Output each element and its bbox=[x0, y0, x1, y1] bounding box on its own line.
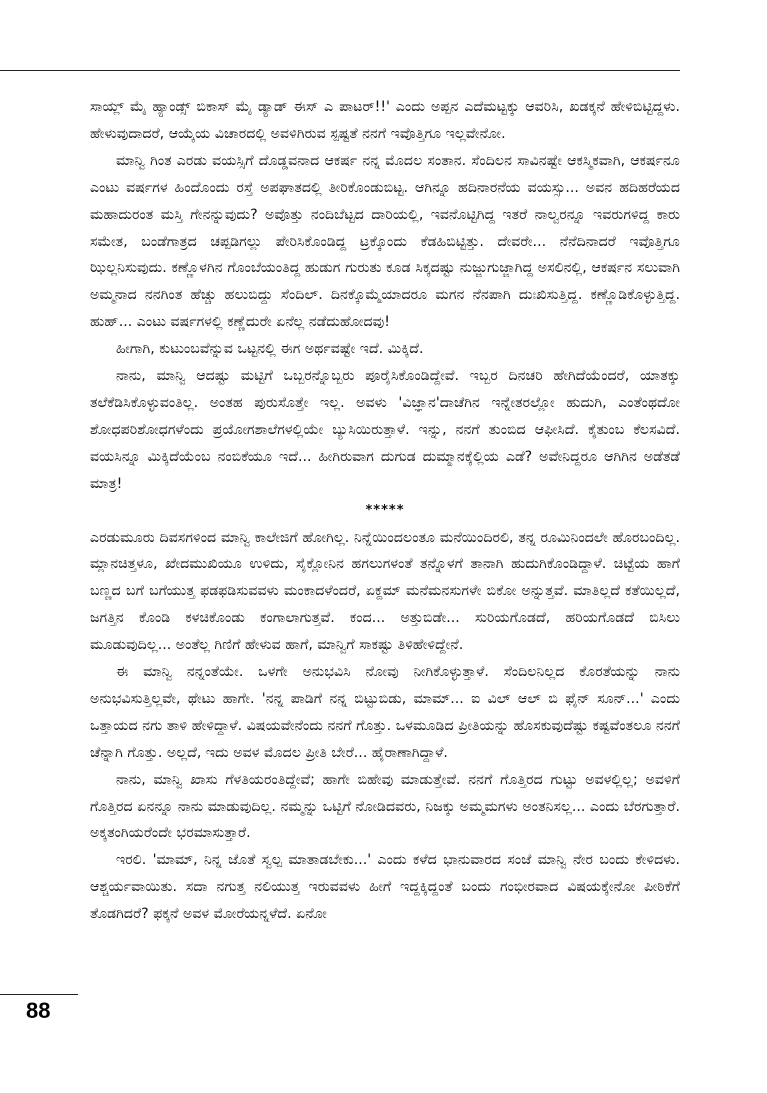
top-rule bbox=[0, 70, 680, 71]
paragraph-2: ಮಾನ್ವಿ ಗಿಂತ ಎರಡು ವಯಸ್ಸಿಗೆ ದೊಡ್ಡವನಾದ ಆಕರ್ಷ ನನ್ನ ಮೊದಲ ಸಂತಾನ. ಸೆಂದಿಲನ ಸಾವಿನಷ್ಟೇ ಆಕಸ್ಮಿಕವಾಗಿ, ಆಕರ್ಷನೂ ಎಂಟು ವರ್ಷಗಳ ಹಿಂದೊಂದು ರಸ್ತೆ ಅಪಘಾತದಲ್ಲಿ ತೀರಿಕೊಂಡುಬಿಟ್ಟ. ಆಗಿನ್ನೂ ಹದಿನಾರನೆಯ ವಯಸ್ಸು... ಅವನ ಹದಿಹರೆಯದ ಮಹಾದುರಂತ ಮಸ್ತಿ ಗೇನನ್ನುವುದು? ಅವೊತ್ತು ನಂದಿಬೆಟ್ಟದ ದಾರಿಯಲ್ಲಿ, ಇವನೊಟ್ಟಿಗಿದ್ದ ಇತರೆ ನಾಲ್ವರನ್ನೂ ಇವರುಗಳಿದ್ದ ಕಾರು ಸಮೇತ, ಬಂಡೆಗಾತ್ರದ ಚಪ್ಪಡಿಗಲ್ಲು ಪೇರಿಸಿಕೊಂಡಿದ್ದ ಟ್ರಕ್ಕೊಂದು ಕೆಡಹಿಬಿಟ್ಟಿತ್ತು. ದೇವರೇ... ನೆನೆದಿನಾದರೆ ಇವೊತ್ತಿಗೂ ಝಿಲ್ಲನಿಸುವುದು. ಕಣ್ಣೊಳಗಿನ ಗೊಂಬೆಯಂತಿದ್ದ ಹುಡುಗ ಗುರುತು ಕೂಡ ಸಿಕ್ಕದಷ್ಟು ನುಜ್ಜುಗುಜ್ಜಾಗಿದ್ದ ಅಸಲಿನಲ್ಲಿ, ಆಕರ್ಷನ ಸಲುವಾಗಿ ಅಮ್ಮನಾದ ನನಗಿಂತ ಹೆಚ್ಚು ಹಲುಬಿದ್ದು ಸೆಂದಿಲ್. ದಿನಕ್ಕೊಮ್ಮೆಯಾದರೂ ಮಗನ ನೆನಪಾಗಿ ದುಃಖಿಸುತ್ತಿದ್ದ. ಕಣ್ಣೊಡಿಕೊಳ್ಳುತ್ತಿದ್ದ. ಹುಹ್... ಎಂಟು ವರ್ಷಗಳಲ್ಲಿ ಕಣ್ಣೆದುರೇ ಏನೆಲ್ಲ ನಡೆದುಹೋದವು! bbox=[90, 152, 680, 331]
body-text bbox=[90, 94, 680, 928]
paragraph-3: ಹೀಗಾಗಿ, ಕುಟುಂಬವೆನ್ನುವ ಒಟ್ಟನಲ್ಲಿ ಈಗ ಅರ್ಥವಷ್ಟೇ ಇದೆ. ಮಿಕ್ಕಿದೆ. bbox=[116, 341, 424, 358]
paragraph-1: ಸಾಯ್ಲ್ ಮೈ ಹ್ಯಾಂಡ್ಸ್ ಬಿಕಾಸ್ ಮೈ ಡ್ಯಾಡ್ ಈಸ್ ಎ ಪಾಟರ್!!' ಎಂದು ಅಪ್ಪನ ಎದೆಮಟ್ಟಕ್ಕು ಆವರಿಸಿ, ಖಡಕ್ಕನೆ ಹೇಳಿಬಿಟ್ಟಿದ್ದಳು. ಹೇಳುವುದಾದರೆ, ಆಯ್ಕೆಯ ವಿಚಾರದಲ್ಲಿ ಅವಳಿಗಿರುವ ಸ್ಪಷ್ಟತೆ ನನಗೆ ಇವೊತ್ತಿಗೂ ಇಲ್ಲವೇನೋ. bbox=[90, 99, 680, 142]
paragraph-6: ಈ ಮಾನ್ವಿ ನನ್ನಂತೆಯೇ. ಒಳಗೇ ಅನುಭವಿಸಿ ನೋವು ನೀಗಿಕೊಳ್ಳುತ್ತಾಳೆ. ಸೆಂದಿಲನಿಲ್ಲದ ಕೊರತೆಯನ್ನು ನಾನು ಅನುಭವಿಸುತ್ತಿಲ್ಲವೇ, ಥೇಟು ಹಾಗೇ. 'ನನ್ನ ಪಾಡಿಗೆ ನನ್ನ ಬಿಟ್ಟುಬಿಡು, ಮಾಮ್... ಐ ವಿಲ್ ಆಲ್ ಬಿ ಫೈನ್ ಸೂನ್...' ಎಂದು ಒತ್ತಾಯದ ನಗು ತಾಳಿ ಹೇಳಿದ್ದಾಳೆ. ವಿಷಯವೇನೆಂದು ನನಗೆ ಗೊತ್ತು. ಒಳಮೂಡಿದ ಪ್ರೀತಿಯನ್ನು ಹೊಸಕುವುದೆಷ್ಟು ಕಷ್ಟವೆಂತಲೂ ನನಗೆ ಚೆನ್ನಾಗಿ ಗೊತ್ತು. ಅಲ್ಲದೆ, ಇದು ಅವಳ ಮೊದಲ ಪ್ರೀತಿ ಬೇರೆ... ಹೈರಾಣಾಗಿದ್ದಾಳೆ. bbox=[90, 664, 680, 761]
page-number-rule bbox=[0, 994, 78, 995]
section-separator: ***** bbox=[365, 502, 405, 518]
page-number: 88 bbox=[26, 998, 51, 1023]
paragraph-4: ನಾನು, ಮಾನ್ವಿ ಆದಷ್ಟು ಮಟ್ಟಿಗೆ ಒಬ್ಬರನ್ನೊಬ್ಬರು ಪೂರೈಸಿಕೊಂಡಿದ್ದೇವೆ. ಇಬ್ಬರ ದಿನಚರಿ ಹೇಗಿದೆಯೆಂದರೆ, ಯಾತಕ್ಕು ತಲೆಕೆಡಿಸಿಕೊಳ್ಳುವಂತಿಲ್ಲ. ಅಂತಹ ಪುರುಸೊತ್ತೇ ಇಲ್ಲ. ಅವಳು 'ವಿಜ್ಞಾನ'ದಾಚೆಗಿನ ಇನ್ನೇತರಲ್ಲೋ ಹುದುಗಿ, ಎಂತೆಂಥದೋ ಶೋಧಪರಿಶೋಧಗಳೆಂದು ಪ್ರಯೋಗಶಾಲೆಗಳಲ್ಲಿಯೇ ಬ್ಯುಸಿಯಿರುತ್ತಾಳೆ. ಇನ್ನು, ನನಗೆ ತುಂಬಿದ ಆಫೀಸಿದೆ. ಕೈತುಂಬ ಕೆಲಸವಿದೆ. ವಯಸಿನ್ನೂ ಮಿಕ್ಕಿದೆಯೆಂಬ ನಂಬಿಕೆಯೂ ಇದೆ... ಹೀಗಿರುವಾಗ ದುಗುಡ ದುಮ್ಮಾನಕ್ಕೆಲ್ಲಿಯ ಎಡೆ? ಅವೇನಿದ್ದರೂ ಆಗಿಗಿನ ಅಡೆತಡೆ ಮಾತ್ರ! bbox=[90, 368, 680, 492]
paragraph-7: ನಾನು, ಮಾನ್ವಿ ಖಾಸು ಗೆಳತಿಯರಂತಿದ್ದೇವೆ; ಹಾಗೇ ಬಿಹೇವು ಮಾಡುತ್ತೇವೆ. ನನಗೆ ಗೊತ್ತಿರದ ಗುಟ್ಟು ಅವಳಲ್ಲಿಲ್ಲ; ಅವಳಿಗೆ ಗೊತ್ತಿರದ ಏನನ್ನೂ ನಾನು ಮಾಡುವುದಿಲ್ಲ. ನಮ್ಮನ್ನು ಒಟ್ಟಿಗೆ ನೋಡಿದವರು, ನಿಜಕ್ಕು ಅಮ್ಮಮಗಳು ಅಂತನಿಸಲ್ಲ... ಎಂದು ಬೆರಗುತ್ತಾರೆ. ಅಕ್ಕತಂಗಿಯರೆಂದೇ ಭರಮಾಸುತ್ತಾರೆ. bbox=[90, 771, 680, 842]
paragraph-5: ಎರಡುಮೂರು ದಿವಸಗಳಿಂದ ಮಾನ್ವಿ ಕಾಲೇಜಿಗೆ ಹೋಗಿಲ್ಲ. ನಿನ್ನೆಯಿಂದಲಂತೂ ಮನೆಯಿಂದಿರಲಿ, ತನ್ನ ರೂಮಿನಿಂದಲೇ ಹೊರಬಂದಿಲ್ಲ. ಮ್ಲಾನಚಿತ್ತಳೂ, ಖೇದಮುಖಿಯೂ ಉಳಿದು, ಸೈಕ್ಲೋನಿನ ಹಗಲುಗಳಂತೆ ತನ್ನೊಳಗೆ ತಾನಾಗಿ ಹುದುಗಿಕೊಂಡಿದ್ದಾಳೆ. ಚಿಟ್ಟೆಯ ಹಾಗೆ ಬಣ್ಣದ ಬಗೆ ಬಗೆಯುತ್ತ ಫಡಫಡಿಸುವವಳು ಮಂಕಾದಳೆಂದರೆ, ಏಕ್ದಮ್ ಮನೆಮನಸುಗಳೇ ಬಿಕೋ ಅನ್ನುತ್ತವೆ. ಮಾತಿಲ್ಲದೆ ಕತೆಯಿಲ್ಲದೆ, ಜಗತ್ತಿನ ಕೊಂಡಿ ಕಳಚಿಕೊಂಡು ಕಂಗಾಲಾಗುತ್ತವೆ. ಕಂದ... ಅತ್ತುಬಿಡೇ... ಸುರಿಯಗೊಡದೆ, ಹರಿಯಗೊಡದೆ ಬಿಸಿಲು ಮೂಡುವುದಿಲ್ಲ... ಅಂತೆಲ್ಲ ಗಿಣಿಗೆ ಹೇಳುವ ಹಾಗೆ, ಮಾನ್ವಿಗೆ ಸಾಕಷ್ಟು ತಿಳಿಹೇಳಿದ್ದೇನೆ. bbox=[90, 529, 680, 654]
paragraph-8: ಇರಲಿ. 'ಮಾಮ್, ನಿನ್ನ ಜೊತೆ ಸ್ವಲ್ಪ ಮಾತಾಡಬೇಕು...' ಎಂದು ಕಳೆದ ಭಾನುವಾರದ ಸಂಜೆ ಮಾನ್ವಿ ನೇರ ಬಂದು ಕೇಳಿದಳು. ಆಶ್ಚರ್ಯವಾಯಿತು. ಸದಾ ನಗುತ್ತ ನಲಿಯುತ್ತ ಇರುವವಳು ಹೀಗೆ ಇದ್ದಕ್ಕಿದ್ದಂತೆ ಬಂದು ಗಂಭೀರವಾದ ವಿಷಯಕ್ಕೇನೋ ಪೀಠಿಕೆಗೆ ತೊಡಗಿದರೆ? ಫಕ್ಕನೆ ಅವಳ ಮೋರೆಯನ್ನಳೆದೆ. ಏನೋ bbox=[90, 852, 680, 923]
